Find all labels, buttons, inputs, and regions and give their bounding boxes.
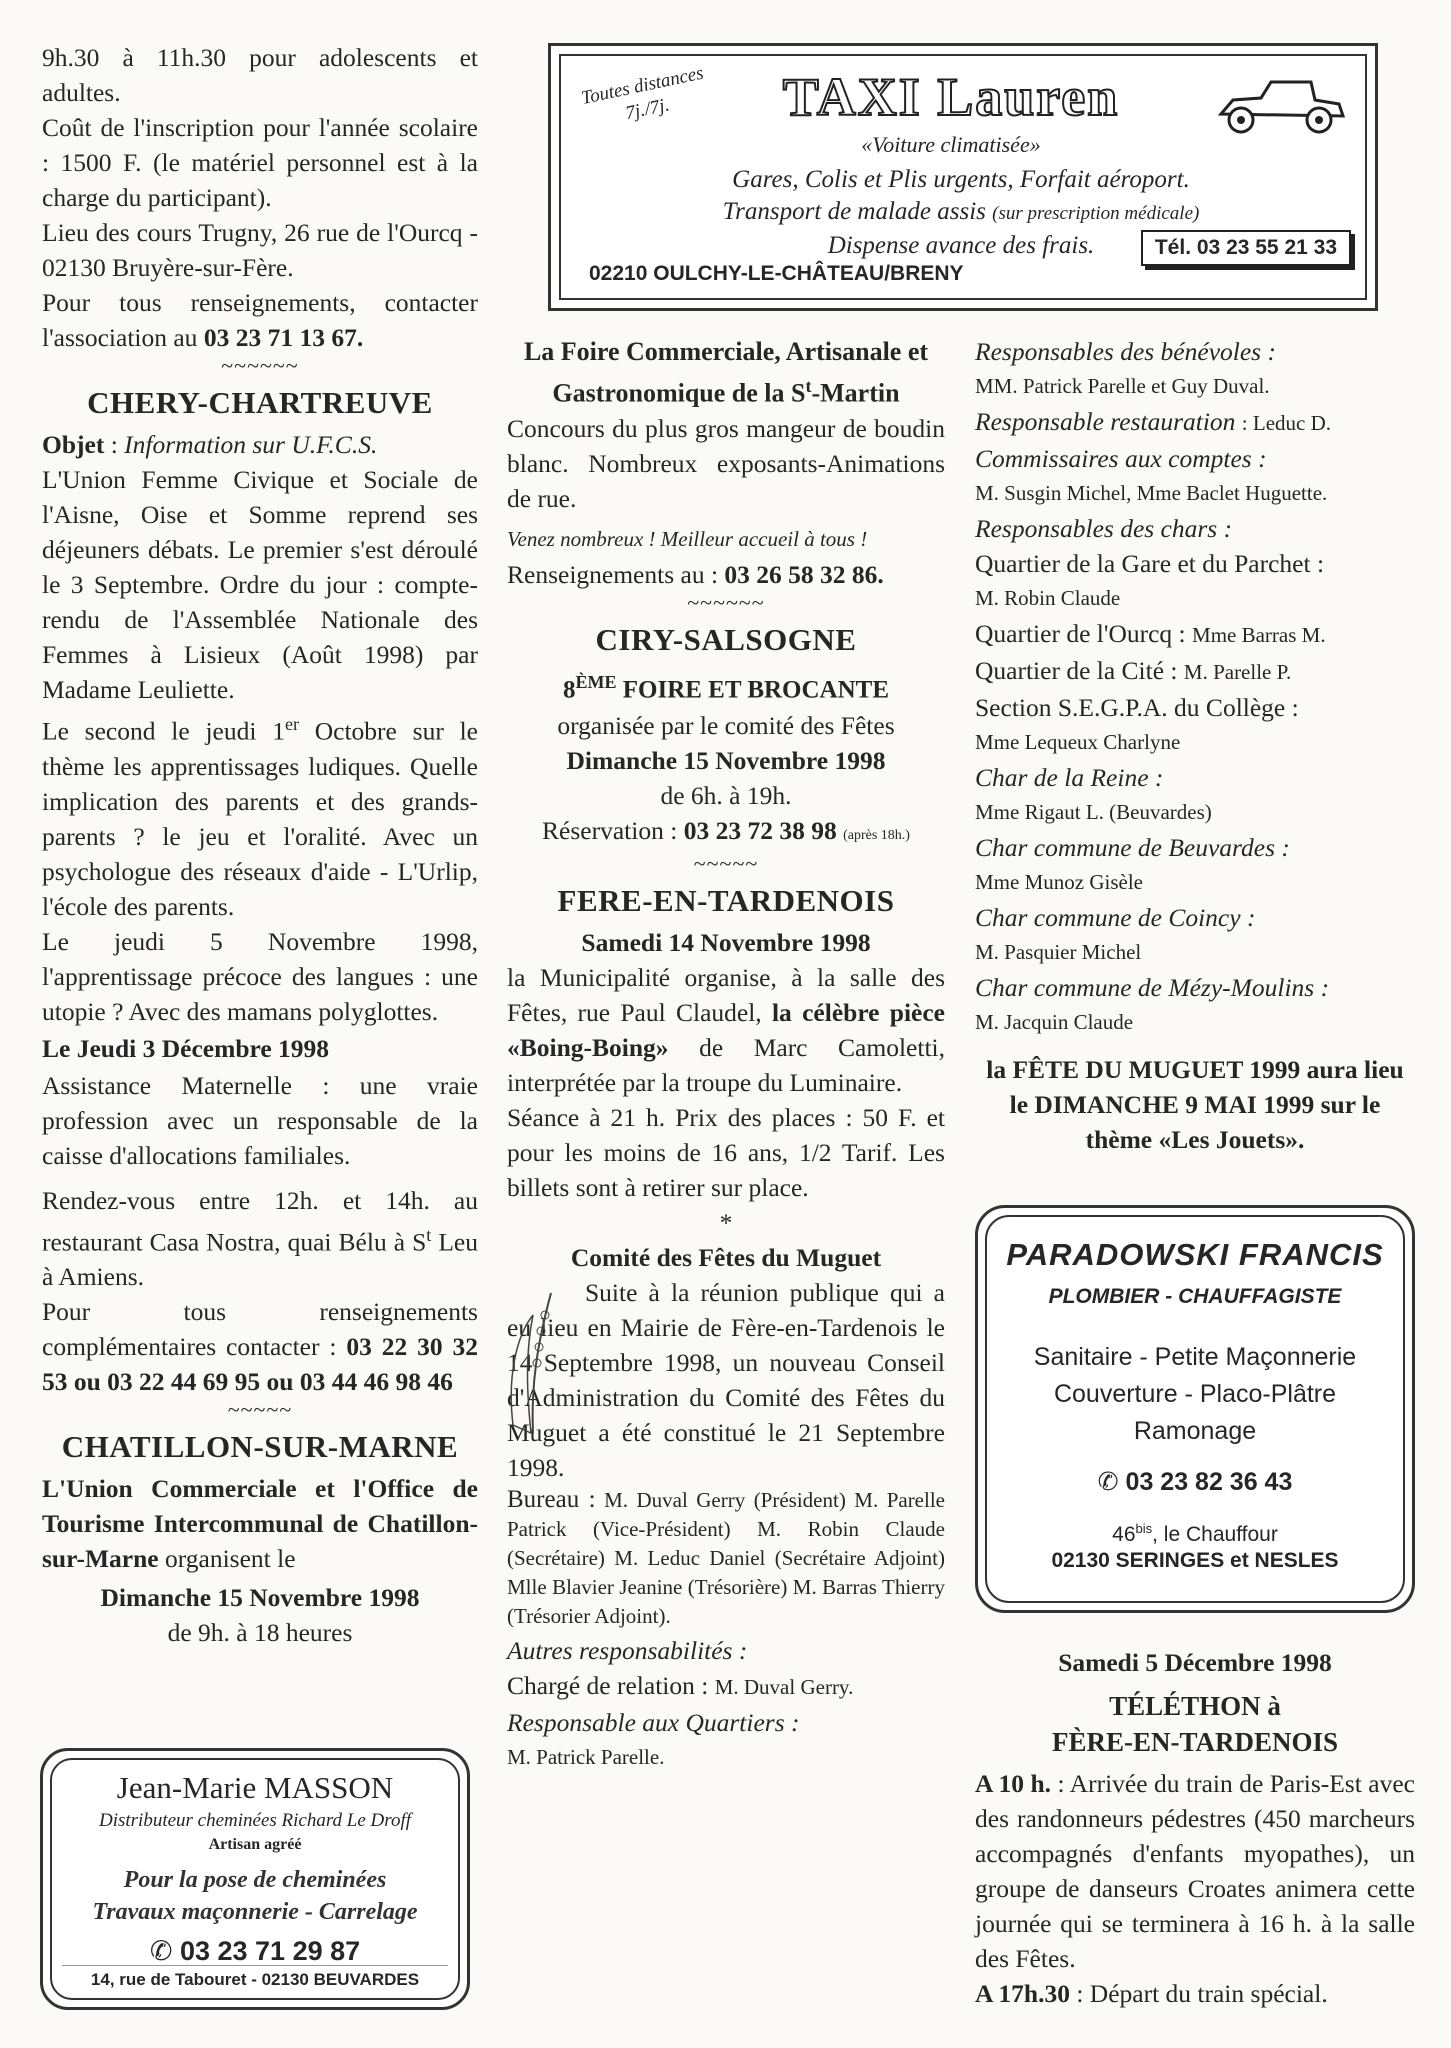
role-label: Commissaires aux comptes :: [975, 444, 1267, 473]
taxi-subtitle: «Voiture climatisée»: [861, 132, 1041, 157]
vintage-car-icon: [1211, 76, 1351, 136]
section-title-chatillon: CHATILLON-SUR-MARNE: [61, 1429, 459, 1464]
role-line: Responsable restauration : Leduc D.: [975, 407, 1332, 436]
section-title-fere: FERE-EN-TARDENOIS: [557, 882, 895, 918]
event-date: Le Jeudi 3 Décembre 1998: [42, 1033, 330, 1063]
muguet-announcement: la FÊTE DU MUGUET 1999 aura lieu le DIMANCHE 9 MAI 1999 sur le thème «Les Jouets».: [986, 1055, 1404, 1154]
paragraph: Suite à la réunion publique qui a eu lieu en Mairie de Fère-en-Tardenois le 14 Septembre 1998, un nouveau Conseil d'Administration du Comité des Fêtes du Muguet a été constitué le 21 Septembre 1998.: [507, 1277, 945, 1482]
paradowski-city: 02130 SERINGES et NESLES: [1051, 1549, 1339, 1572]
column-3: [975, 334, 1415, 1157]
section-subtitle: 8ÈME FOIRE ET BROCANTE: [562, 671, 890, 703]
comite-block: [507, 1275, 945, 1485]
event-hours: de 9h. à 18 heures: [167, 1618, 353, 1647]
column-2: [507, 334, 945, 1775]
role-holder: Mme Munoz Gisèle: [975, 870, 1143, 894]
separator: ~~~~~: [693, 850, 759, 876]
masson-ad: [40, 1748, 470, 2010]
role-holder: Mme Rigaut L. (Beuvardes): [975, 800, 1212, 824]
column-1: [42, 40, 478, 1650]
taxi-phone: Tél. 03 23 55 21 33: [1141, 230, 1351, 266]
paragraph: A 10 h. : Arrivée du train de Paris-Est avec des randonneurs pédestres (450 marcheurs accompagnés d'enfants myopathes), un groupe de danseurs Croates animera cette journée qui se terminera à 16 h. à la salle des Fêtes.: [975, 1769, 1415, 1973]
separator: ~~~~~: [227, 1397, 293, 1422]
paragraph: Rendez-vous entre 12h. et 14h. au restaurant Casa Nostra, quai Bélu à $S^t$ Leu à Amiens.: [42, 1185, 478, 1291]
paragraph: A 17h.30 : Départ du train spécial.: [975, 1979, 1328, 2008]
masson-name: Jean-Marie MASSON: [116, 1770, 394, 1805]
role-line: Quartier de l'Ourcq : Mme Barras M.: [975, 619, 1326, 648]
paradowski-ad: [975, 1205, 1415, 1613]
paragraph: Pour tous renseignements complémentaires contacter : 03 22 30 32 53 ou 03 22 44 69 95 ou 03 44 46 98 46: [42, 1297, 479, 1396]
reservation-line: Réservation : 03 23 72 38 98 (après 18h.): [542, 815, 910, 845]
paragraph: L'Union Femme Civique et Sociale de l'Aisne, Oise et Somme reprend ses déjeuners débats. Le premier s'est déroulé le 3 Septembre. Ordre du jour : compte-rendu de l'Assemblée Nationale des Femmes à Lisieux (Août 1998) par Madame Leuliette.: [42, 465, 478, 704]
role-holder: M. Jacquin Claude: [975, 1010, 1134, 1034]
paragraph: Chargé de relation : M. Duval Gerry.: [507, 1670, 854, 1700]
section-title-telethon: TÉLÉTHON à: [1109, 1691, 1281, 1721]
paragraph: la Municipalité organise, à la salle des Fêtes, rue Paul Claudel, la célèbre pièce «Boing-Boing» de Marc Camoletti, interprétée par la troupe du Luminaire.: [507, 962, 946, 1097]
paragraph: Responsable aux Quartiers :: [507, 1707, 800, 1737]
paragraph: Coût de l'inscription pour l'année scolaire : 1500 F. (le matériel personnel est à la charge du participant).: [42, 113, 478, 212]
paragraph: Concours du plus gros mangeur de boudin blanc. Nombreux exposants-Animations de rue.: [507, 413, 945, 513]
role-line: Quartier de la Cité : M. Parelle P.: [975, 656, 1292, 685]
section-title-foire: La Foire Commerciale, Artisanale et Gastronomique de la $S^t$-Martin: [523, 337, 929, 408]
role-holder: M. Pasquier Michel: [975, 940, 1142, 964]
paragraph: Assistance Maternelle : une vraie profession avec un responsable de la caisse d'allocations familiales.: [42, 1070, 478, 1170]
taxi-tag: Toutes distances 7j./7j.: [579, 62, 706, 125]
telethon-block: [975, 1645, 1415, 2011]
paradowski-address: $46^{bis}$, le Chauffour: [1112, 1521, 1278, 1546]
role-label: Responsables des bénévoles :: [975, 337, 1276, 366]
paragraph: Objet : Information sur U.F.C.S.: [42, 430, 378, 459]
event-hours: de 6h. à 19h.: [660, 780, 792, 810]
paragraph: Séance à 21 h. Prix des places : 50 F. et pour les moins de 16 ans, 1/2 Tarif. Les billets sont à retirer sur place.: [507, 1102, 945, 1202]
role-holder: M. Susgin Michel, Mme Baclet Huguette.: [975, 481, 1328, 505]
separator: ~~~~~~: [687, 589, 765, 615]
masson-artisan: Artisan agréé: [208, 1836, 302, 1853]
paragraph: Le jeudi 5 Novembre 1998, l'apprentissage précoce des langues : une utopie ? Avec des mamans polyglottes.: [42, 926, 478, 1026]
paragraph: L'Union Commerciale et l'Office de Tourisme Intercommunal de Chatillon-sur-Marne organisent le: [42, 1474, 478, 1573]
separator: *: [719, 1207, 733, 1237]
paradowski-ad-frame: [985, 1215, 1405, 1603]
paragraph: Lieu des cours Trugny, 26 rue de l'Ourcq - 02130 Bruyère-sur-Fère.: [42, 218, 478, 282]
paradowski-phone: ✆ 03 23 82 36 43: [1097, 1468, 1293, 1496]
taxi-name: TAXI Lauren: [782, 67, 1120, 127]
event-date: Samedi 14 Novembre 1998: [581, 927, 871, 957]
paradowski-job: PLOMBIER - CHAUFFAGISTE: [1048, 1285, 1342, 1308]
paragraph: M. Patrick Parelle.: [507, 1744, 665, 1769]
section-title-ciry: CIRY-SALSOGNE: [595, 621, 857, 657]
masson-address: 14, rue de Tabouret - 02130 BEUVARDES: [62, 1965, 448, 1990]
paradowski-services: Sanitaire - Petite Maçonnerie Couverture - Placo-Plâtre Ramonage: [1033, 1343, 1357, 1445]
event-date: Samedi 5 Décembre 1998: [1058, 1648, 1332, 1677]
role-label: Section S.E.G.P.A. du Collège :: [975, 693, 1299, 722]
role-label: Char commune de Coincy :: [975, 903, 1256, 932]
paragraph: Renseignements au : 03 26 58 32 86.: [507, 559, 884, 589]
taxi-ad-frame: [559, 54, 1367, 300]
bureau-list: Bureau : M. Duval Gerry (Président) M. Parelle Patrick (Vice-Président) M. Robin Claude (Secrétaire) M. Leduc Daniel (Secrétaire Adjoint) Mlle Blavier Jeanine (Trésorière) M. Barras Thierry (Trésorier Adjoint).: [507, 1485, 945, 1628]
section-title-comite: Comité des Fêtes du Muguet: [570, 1242, 882, 1272]
masson-distributor: Distributeur cheminées Richard Le Droff: [98, 1810, 412, 1831]
masson-services: Pour la pose de cheminées Travaux maçonnerie - Carrelage: [92, 1867, 418, 1925]
paragraph: 9h.30 à 11h.30 pour adolescents et adultes.: [42, 43, 478, 107]
role-holder: MM. Patrick Parelle et Guy Duval.: [975, 374, 1270, 398]
role-label: Char commune de Beuvardes :: [975, 833, 1290, 862]
taxi-ad: [548, 43, 1378, 311]
masson-ad-frame: [50, 1758, 460, 2000]
event-date: Dimanche 15 Novembre 1998: [566, 745, 886, 775]
paradowski-name: PARADOWSKI FRANCIS: [1006, 1237, 1384, 1272]
role-label: Responsables des chars :: [975, 514, 1233, 543]
masson-phone: ✆ 03 23 71 29 87: [149, 1936, 361, 1966]
event-date: Dimanche 15 Novembre 1998: [100, 1583, 420, 1612]
taxi-services: Gares, Colis et Plis urgents, Forfait aéroport. Transport de malade assis (sur prescription médicale) Dispense avance des frais.: [722, 166, 1200, 259]
section-title-chery: CHERY-CHARTREUVE: [87, 385, 433, 420]
lily-of-the-valley-icon: [503, 1285, 563, 1435]
role-holder: M. Robin Claude: [975, 586, 1121, 610]
paragraph: Autres responsabilités :: [507, 1635, 748, 1665]
paragraph: Le second le jeudi 1er Octobre sur le thème les apprentissages ludiques. Quelle implication des parents et des grands-parents ? le jeu et l'oralité. Avec un psychologue des réseaux d'aide - L'Urlip, l'école des parents.: [42, 714, 478, 921]
role-holder: Mme Lequeux Charlyne: [975, 730, 1181, 754]
separator: ~~~~~~: [221, 353, 299, 378]
paragraph: Venez nombreux ! Meilleur accueil à tous !: [507, 526, 868, 551]
taxi-address: 02210 OULCHY-LE-CHÂTEAU/BRENY: [589, 262, 964, 285]
role-label: Quartier de la Gare et du Parchet :: [975, 549, 1325, 578]
role-label: Char commune de Mézy-Moulins :: [975, 973, 1330, 1002]
paragraph: organisée par le comité des Fêtes: [557, 710, 895, 740]
section-title-telethon-place: FÈRE-EN-TARDENOIS: [1051, 1727, 1339, 1757]
paragraph: Pour tous renseignements, contacter l'association au 03 23 71 13 67.: [42, 288, 478, 352]
role-label: Char de la Reine :: [975, 763, 1164, 792]
